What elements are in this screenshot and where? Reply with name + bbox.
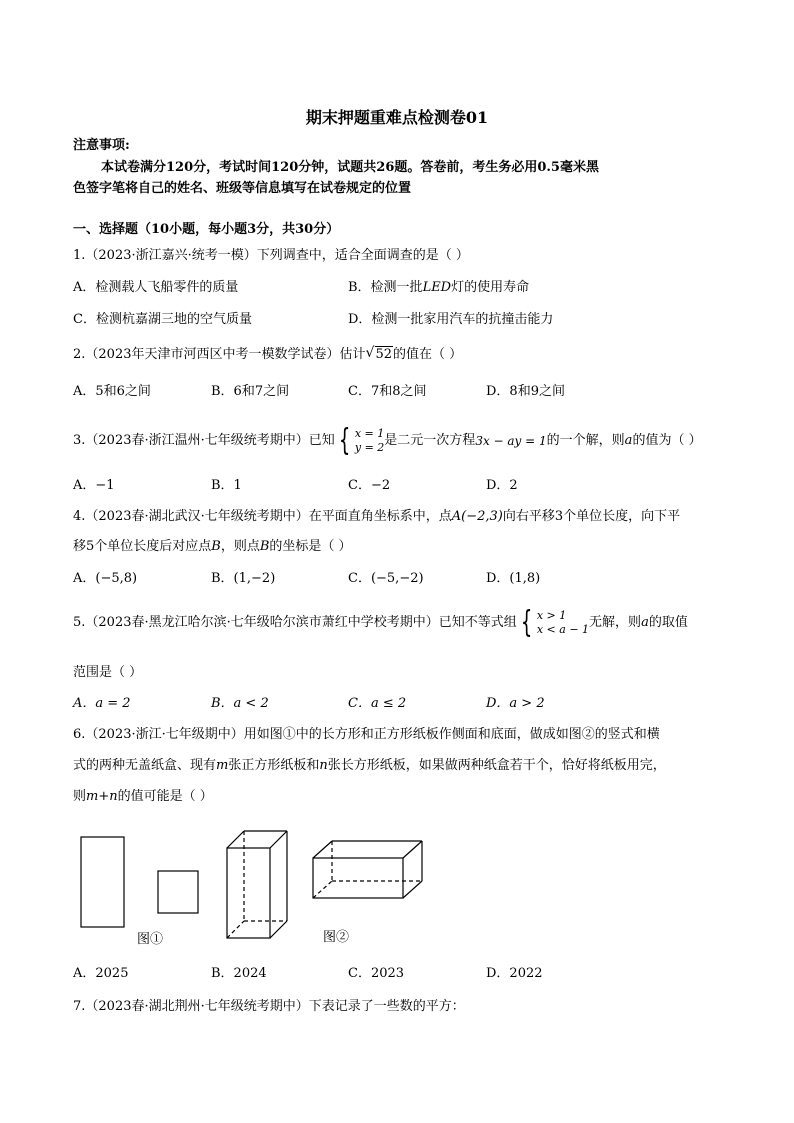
q1-b-post: 灯的使用寿命 xyxy=(451,280,530,295)
q4-line2-mid: ，则点 xyxy=(220,539,260,554)
q5-option-a: A．a = 2 xyxy=(73,696,131,711)
q5-option-c: C．a ≤ 2 xyxy=(348,696,407,711)
rectangle-board-shape xyxy=(81,837,124,927)
q3-stem-mid2: 的一个解，则 xyxy=(546,433,625,448)
q5-option-d: D．a > 2 xyxy=(486,696,545,711)
q6-option-a: A．2025 xyxy=(73,966,129,981)
q2-stem xyxy=(73,346,462,364)
q4-point: A(−2,3) xyxy=(451,509,503,524)
q1-b-pre: B．检测一批 xyxy=(348,280,423,295)
q3-stem xyxy=(73,423,702,458)
q4-option-d: D．(1,8) xyxy=(486,571,541,586)
notice-line2: 色签字笔将自己的姓名、班级等信息填写在试卷规定的位置 xyxy=(73,181,412,196)
q1-b-led: LED xyxy=(422,280,452,295)
q1-option-d: D．检测一批家用汽车的抗撞击能力 xyxy=(348,312,554,327)
q3-stem-post: 的值为（ ） xyxy=(632,433,702,448)
q3-equation-system xyxy=(335,423,385,458)
notice-line1: 本试卷满分120分，考试时间120分钟，试题共26题。答卷前，考生务必用0.5毫米黑 xyxy=(101,160,599,175)
q1-option-b xyxy=(348,279,529,297)
q4-line2 xyxy=(73,538,352,556)
vertical-box-shape xyxy=(227,831,287,938)
q3-option-a: A．−1 xyxy=(73,478,115,493)
q4-b2: B xyxy=(259,539,270,554)
q5-stem xyxy=(73,605,688,640)
q5-stem-post: 的取值 xyxy=(648,615,688,630)
q6-line3-pre: 则 xyxy=(73,789,87,804)
q1-stem: 1.（2023·浙江嘉兴·统考一模）下列调查中，适合全面调查的是（ ） xyxy=(73,248,469,263)
q5-option-b: B．a < 2 xyxy=(211,696,269,711)
q2-option-b: B．6和7之间 xyxy=(211,384,290,399)
q5-var: a xyxy=(641,615,649,630)
q3-var: a xyxy=(624,433,633,448)
notice-heading: 注意事项: xyxy=(73,138,130,153)
q3-equation: 3x − ay = 1 xyxy=(475,434,547,448)
q2-option-a: A．5和6之间 xyxy=(73,384,151,399)
q4-line1-pre: 4.（2023春·湖北武汉·七年级统考期中）在平面直角坐标系中，点 xyxy=(73,509,452,524)
q6-line3-post: 的值可能是（ ） xyxy=(117,789,213,804)
q3-option-b: B．1 xyxy=(211,478,242,493)
q6-n: n xyxy=(319,758,328,773)
q4-option-b: B．(1,−2) xyxy=(211,571,276,586)
q5-stem-pre: 5.（2023春·黑龙江哈尔滨·七年级哈尔滨市萧红中学校考期中）已知不等式组 xyxy=(73,615,517,630)
q6-line1: 6.（2023·浙江·七年级期中）用如图①中的长方形和正方形纸板作侧面和底面，做成如图②的竖式和横 xyxy=(73,727,660,742)
brace-icon: { xyxy=(338,423,351,458)
q2-stem-post: 的值在（ ） xyxy=(393,347,463,362)
fig2-label: 图② xyxy=(323,930,350,945)
q4-line2-pre: 移5个单位长度后对应点 xyxy=(73,539,212,554)
q4-line2-post: 的坐标是（ ） xyxy=(269,539,352,554)
q3-stem-pre: 3.（2023春·浙江温州·七年级统考期中）已知 xyxy=(73,433,335,448)
q1-option-a: A．检测载人飞船零件的质量 xyxy=(73,280,239,295)
q3-eq1: x = 1 xyxy=(354,427,385,440)
q6-line2 xyxy=(73,757,666,775)
q6-m: m xyxy=(216,758,229,773)
q6-figure xyxy=(70,825,430,955)
q4-option-a: A．(−5,8) xyxy=(73,571,138,586)
sqrt-expression xyxy=(366,346,394,364)
q1-option-c: C．检测杭嘉湖三地的空气质量 xyxy=(73,312,252,327)
q6-line3 xyxy=(73,788,213,806)
q5-stem-mid: 无解，则 xyxy=(589,615,642,630)
q7-stem: 7.（2023春·湖北荆州·七年级统考期中）下表记录了一些数的平方： xyxy=(73,999,465,1014)
horizontal-box-shape xyxy=(313,841,422,898)
page-title: 期末押题重难点检测卷01 xyxy=(305,108,489,127)
q4-option-c: C．(−5,−2) xyxy=(348,571,424,586)
q6-line2-post: 张长方形纸板，如果做两种纸盒若干个，恰好将纸板用完， xyxy=(327,758,666,773)
q3-option-d: D．2 xyxy=(486,478,518,493)
sqrt-icon: √ xyxy=(365,345,375,361)
q6-option-b: B．2024 xyxy=(211,966,267,981)
q4-line1-post: 向右平移3个单位长度，向下平 xyxy=(502,509,681,524)
q2-radicand: 52 xyxy=(375,347,393,362)
q6-expr: m+n xyxy=(86,789,118,804)
square-board-shape xyxy=(158,871,198,913)
q3-eq2: y = 2 xyxy=(354,441,385,454)
q5-inequality-system xyxy=(517,605,590,640)
q6-option-d: D．2022 xyxy=(486,966,543,981)
q2-option-c: C．7和8之间 xyxy=(348,384,427,399)
q2-stem-pre: 2.（2023年天津市河西区中考一模数学试卷）估计 xyxy=(73,347,366,362)
brace-icon: { xyxy=(520,605,533,640)
fig1-label: 图① xyxy=(137,932,164,947)
section-heading: 一、选择题（10小题，每小题3分，共30分） xyxy=(73,222,340,237)
q3-stem-mid: 是二元一次方程 xyxy=(384,433,476,448)
q6-line2-mid: 张正方形纸板和 xyxy=(228,758,320,773)
q6-option-c: C．2023 xyxy=(348,966,405,981)
q5-ineq2: x < a − 1 xyxy=(536,623,590,636)
q4-b1: B xyxy=(211,539,221,554)
q2-option-d: D．8和9之间 xyxy=(486,384,565,399)
q3-option-c: C．−2 xyxy=(348,478,391,493)
q6-line2-pre: 式的两种无盖纸盒、现有 xyxy=(73,758,217,773)
q5-ineq1: x > 1 xyxy=(536,609,567,622)
q4-line1 xyxy=(73,508,680,526)
q5-line2: 范围是（ ） xyxy=(73,665,143,680)
